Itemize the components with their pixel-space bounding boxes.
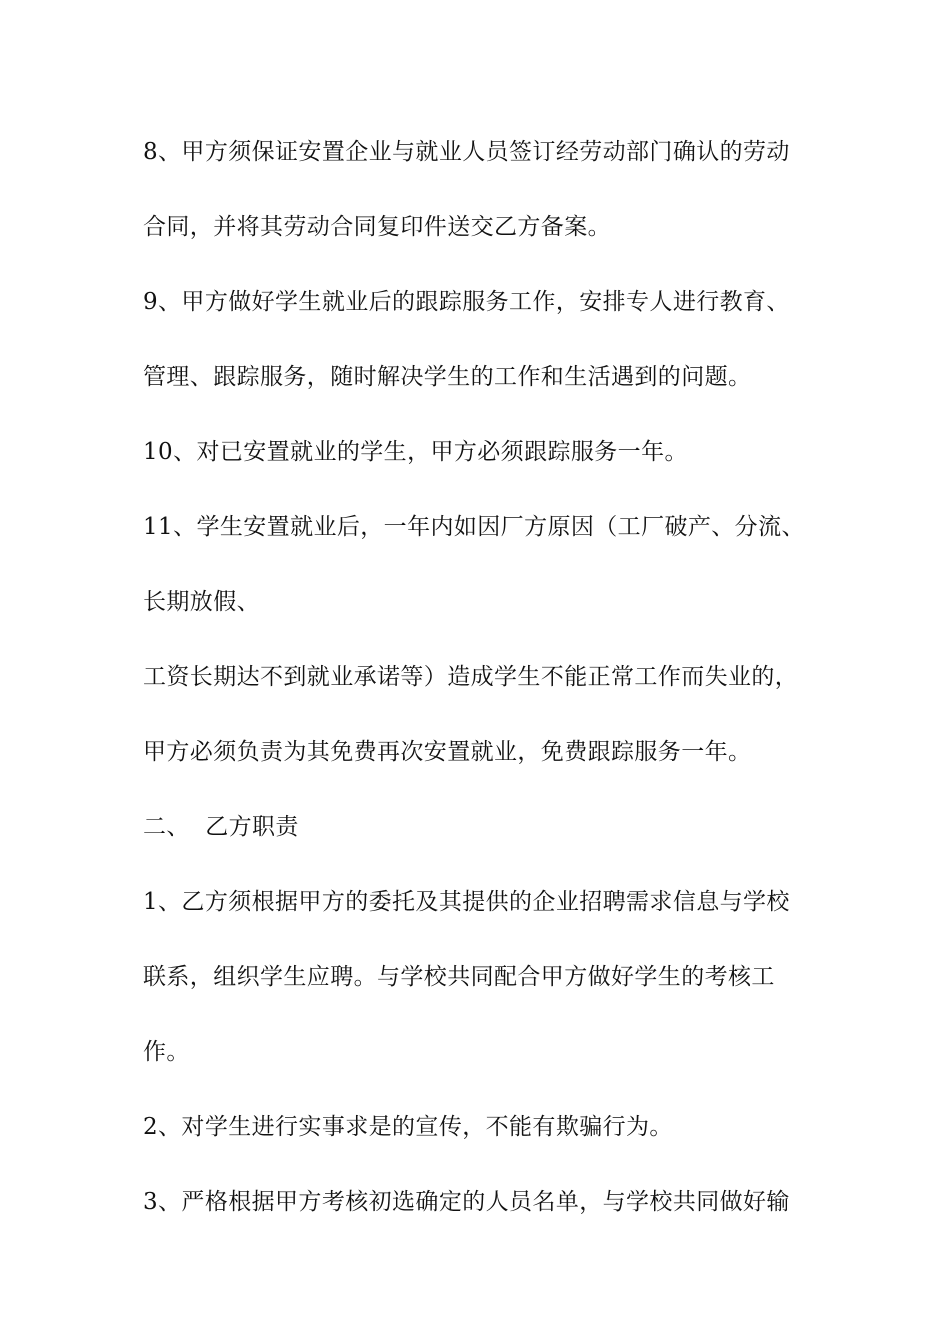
party-b-clause-2-line: 2、对学生进行实事求是的宣传，不能有欺骗行为。 [143, 1114, 673, 1140]
clause-10-line: 10、对已安置就业的学生，甲方必须跟踪服务一年。 [143, 439, 688, 465]
clause-9-line-1: 9、甲方做好学生就业后的跟踪服务工作，安排专人进行教育、 [143, 289, 790, 315]
clause-9-line-2: 管理、跟踪服务，随时解决学生的工作和生活遇到的问题。 [143, 364, 752, 390]
party-b-clause-1-line-1: 1、乙方须根据甲方的委托及其提供的企业招聘需求信息与学校 [143, 889, 790, 915]
clause-8-line-1: 8、甲方须保证安置企业与就业人员签订经劳动部门确认的劳动 [143, 139, 790, 165]
party-b-clause-3-line-1: 3、严格根据甲方考核初选确定的人员名单，与学校共同做好输 [143, 1189, 790, 1215]
party-b-clause-1-line-2: 联系，组织学生应聘。与学校共同配合甲方做好学生的考核工 [143, 964, 775, 990]
clause-11-line-4: 甲方必须负责为其免费再次安置就业，免费跟踪服务一年。 [143, 739, 752, 765]
section-heading-party-b: 二、 乙方职责 [143, 814, 299, 840]
clause-11-line-2: 长期放假、 [143, 589, 260, 615]
clause-8-line-2: 合同，并将其劳动合同复印件送交乙方备案。 [143, 214, 611, 240]
party-b-clause-1-line-3: 作。 [143, 1039, 190, 1065]
clause-11-line-1: 11、学生安置就业后，一年内如因厂方原因（工厂破产、分流、 [143, 514, 805, 540]
clause-11-line-3: 工资长期达不到就业承诺等）造成学生不能正常工作而失业的， [143, 664, 799, 690]
